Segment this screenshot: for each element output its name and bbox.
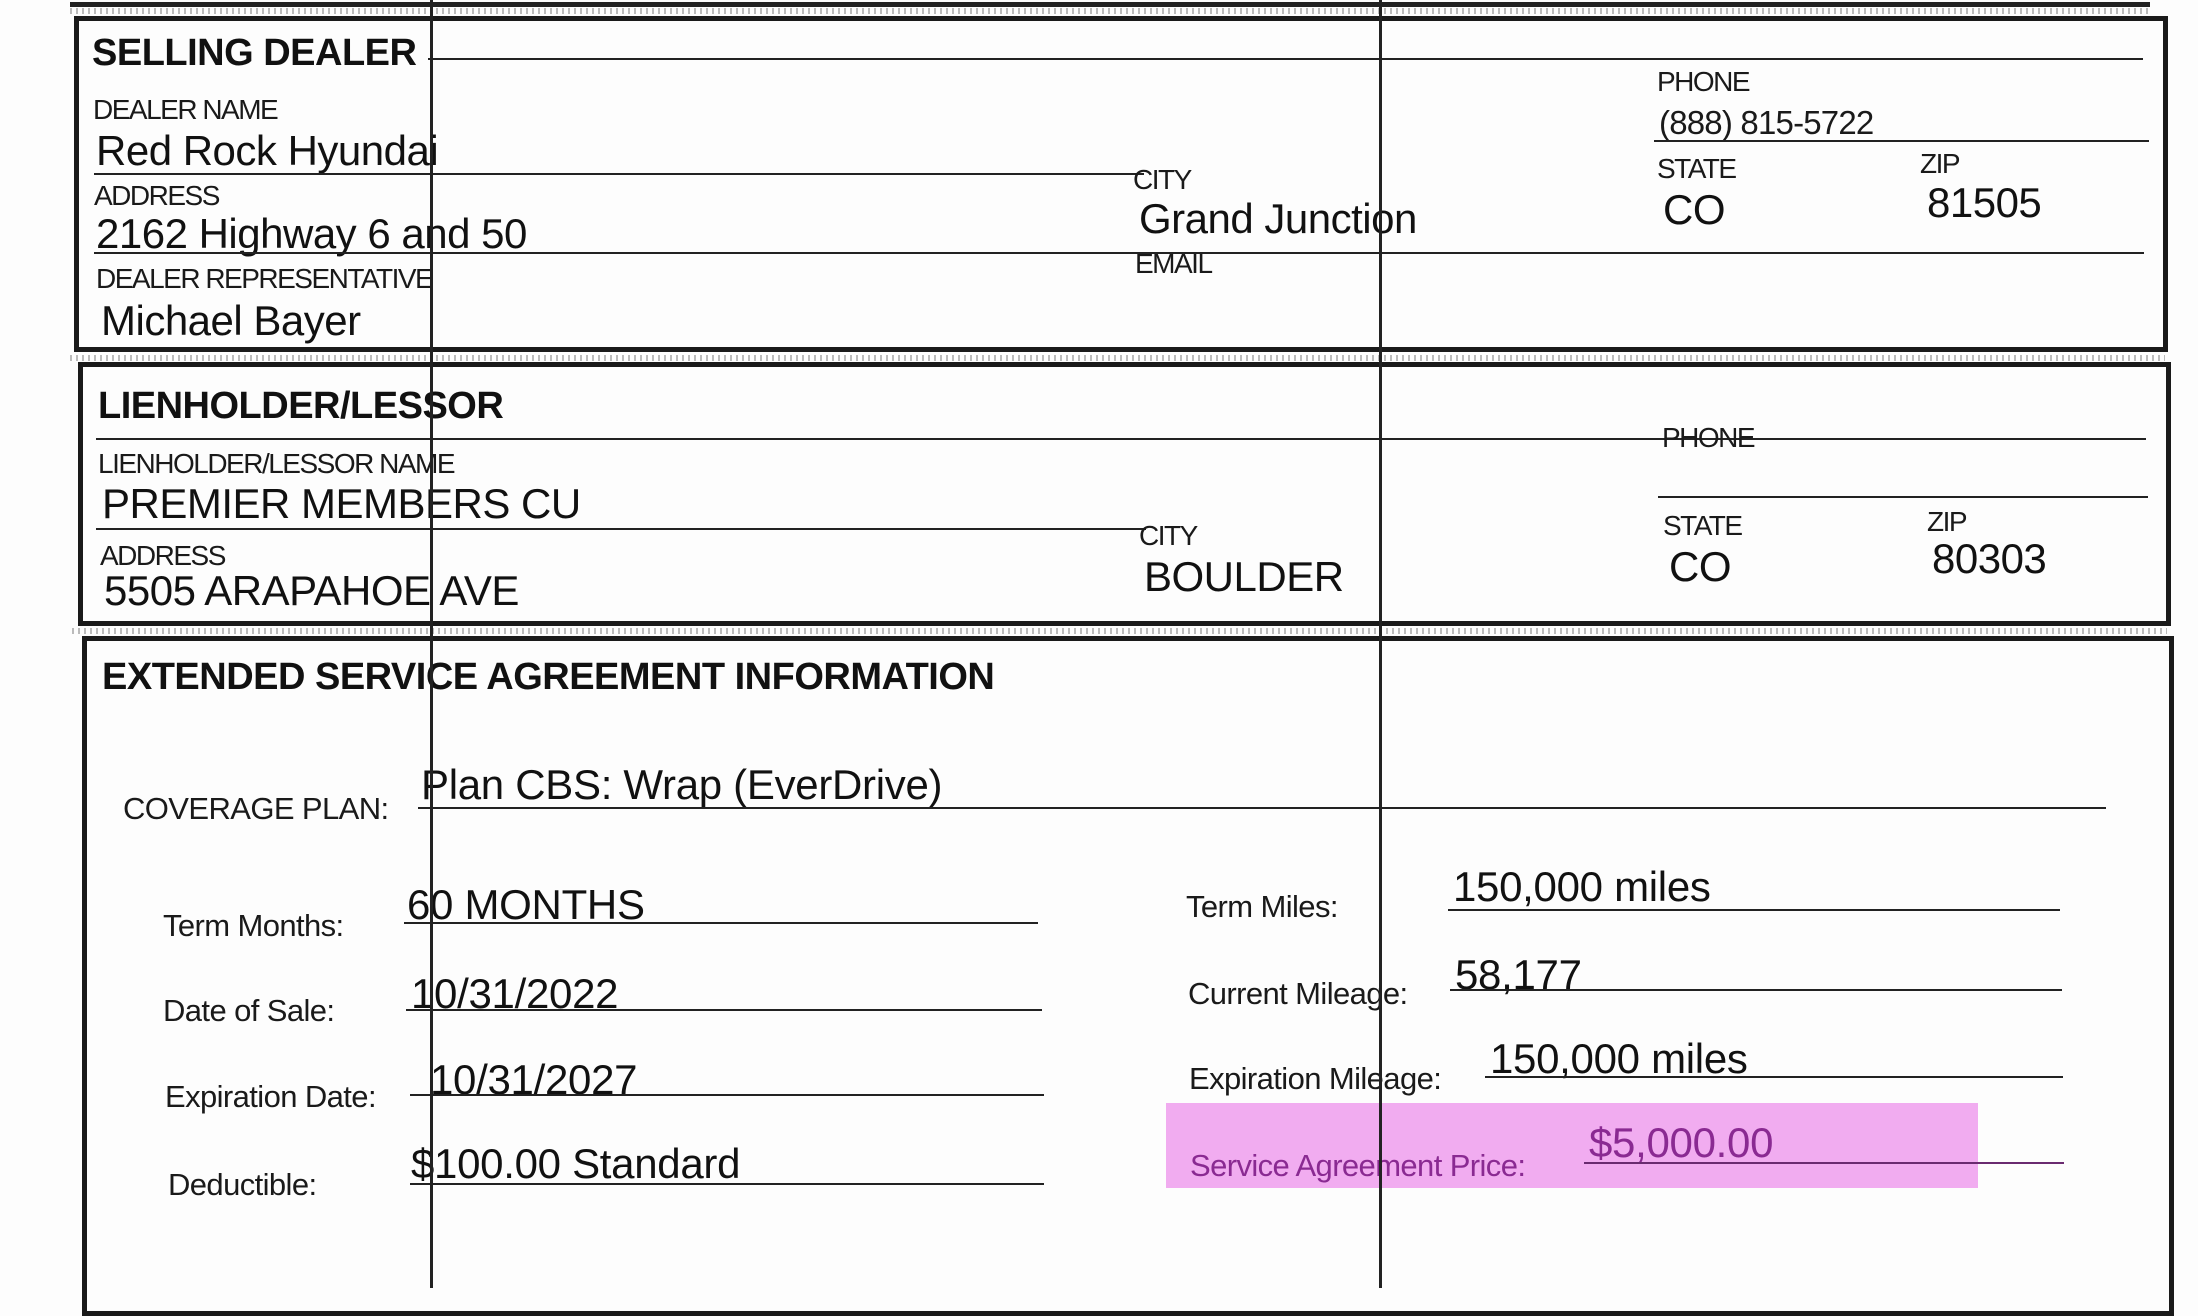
date-of-sale-value: 10/31/2022 bbox=[411, 970, 619, 1017]
dealer-address-label: ADDRESS bbox=[94, 180, 219, 211]
esa-heading: EXTENDED SERVICE AGREEMENT INFORMATION bbox=[102, 656, 995, 698]
term-months-value: 60 MONTHS bbox=[407, 881, 645, 928]
dealer-state-label: STATE bbox=[1657, 153, 1736, 184]
divider bbox=[94, 173, 1144, 175]
scan-noise bbox=[70, 355, 2165, 361]
lienholder-zip-label: ZIP bbox=[1927, 506, 1967, 537]
divider bbox=[1485, 1076, 2063, 1078]
lienholder-heading: LIENHOLDER/LESSOR bbox=[98, 385, 504, 427]
service-agreement-price-value: $5,000.00 bbox=[1589, 1119, 1774, 1166]
term-miles-value: 150,000 miles bbox=[1453, 863, 1711, 910]
divider bbox=[404, 922, 1038, 924]
divider bbox=[418, 807, 2106, 809]
current-mileage-label: Current Mileage: bbox=[1188, 976, 1408, 1011]
dealer-zip-value: 81505 bbox=[1927, 179, 2042, 226]
term-miles-label: Term Miles: bbox=[1186, 889, 1338, 924]
lienholder-zip-value: 80303 bbox=[1932, 535, 2047, 582]
lienholder-state-label: STATE bbox=[1663, 510, 1742, 541]
lienholder-city-value: BOULDER bbox=[1144, 553, 1344, 600]
dealer-phone-label: PHONE bbox=[1657, 66, 1750, 97]
fold-line bbox=[430, 0, 433, 1288]
divider bbox=[1658, 496, 2148, 498]
expiration-date-label: Expiration Date: bbox=[165, 1079, 376, 1114]
top-border bbox=[70, 2, 2150, 7]
coverage-plan-label: COVERAGE PLAN: bbox=[123, 791, 389, 826]
dealer-rep-value: Michael Bayer bbox=[101, 297, 361, 344]
divider bbox=[1448, 909, 2060, 911]
dealer-email-label: EMAIL bbox=[1135, 248, 1212, 279]
divider bbox=[410, 1183, 1044, 1185]
divider bbox=[406, 1009, 1042, 1011]
current-mileage-value: 58,177 bbox=[1455, 951, 1582, 998]
scan-noise bbox=[70, 8, 2150, 14]
dealer-rep-label: DEALER REPRESENTATIVE bbox=[96, 263, 433, 294]
fold-line bbox=[1379, 0, 1382, 1288]
date-of-sale-label: Date of Sale: bbox=[163, 993, 335, 1028]
dealer-name-label: DEALER NAME bbox=[93, 94, 278, 125]
dealer-phone-value: (888) 815-5722 bbox=[1659, 104, 1874, 141]
esa-section bbox=[82, 636, 2174, 1316]
divider bbox=[1654, 140, 2149, 142]
dealer-city-label: CITY bbox=[1133, 164, 1191, 195]
lienholder-address-value: 5505 ARAPAHOE AVE bbox=[104, 567, 519, 614]
divider bbox=[1584, 1162, 2064, 1164]
divider bbox=[410, 1094, 1044, 1096]
lienholder-state-value: CO bbox=[1669, 543, 1731, 590]
dealer-city-value: Grand Junction bbox=[1139, 195, 1417, 242]
expiration-date-value: 10/31/2027 bbox=[430, 1056, 638, 1103]
lienholder-city-label: CITY bbox=[1139, 520, 1197, 551]
scan-noise bbox=[72, 628, 2167, 634]
dealer-name-value: Red Rock Hyundai bbox=[96, 127, 439, 174]
deductible-value: $100.00 Standard bbox=[411, 1140, 741, 1187]
term-months-label: Term Months: bbox=[163, 908, 344, 943]
lienholder-name-label: LIENHOLDER/LESSOR NAME bbox=[98, 448, 454, 479]
expiration-mileage-label: Expiration Mileage: bbox=[1189, 1061, 1442, 1096]
selling-dealer-heading: SELLING DEALER bbox=[92, 32, 417, 74]
coverage-plan-value: Plan CBS: Wrap (EverDrive) bbox=[421, 761, 943, 808]
divider bbox=[428, 58, 2143, 60]
deductible-label: Deductible: bbox=[168, 1167, 317, 1202]
divider bbox=[1450, 989, 2062, 991]
divider bbox=[96, 528, 1146, 530]
divider bbox=[94, 252, 2144, 254]
lienholder-name-value: PREMIER MEMBERS CU bbox=[102, 480, 581, 527]
dealer-state-value: CO bbox=[1663, 186, 1725, 233]
expiration-mileage-value: 150,000 miles bbox=[1490, 1035, 1748, 1082]
lienholder-phone-label: PHONE bbox=[1662, 422, 1755, 453]
service-agreement-price-label: Service Agreement Price: bbox=[1190, 1148, 1526, 1183]
dealer-address-value: 2162 Highway 6 and 50 bbox=[96, 210, 527, 257]
dealer-zip-label: ZIP bbox=[1920, 148, 1960, 179]
divider bbox=[96, 438, 2146, 440]
lienholder-address-label: ADDRESS bbox=[100, 540, 225, 571]
